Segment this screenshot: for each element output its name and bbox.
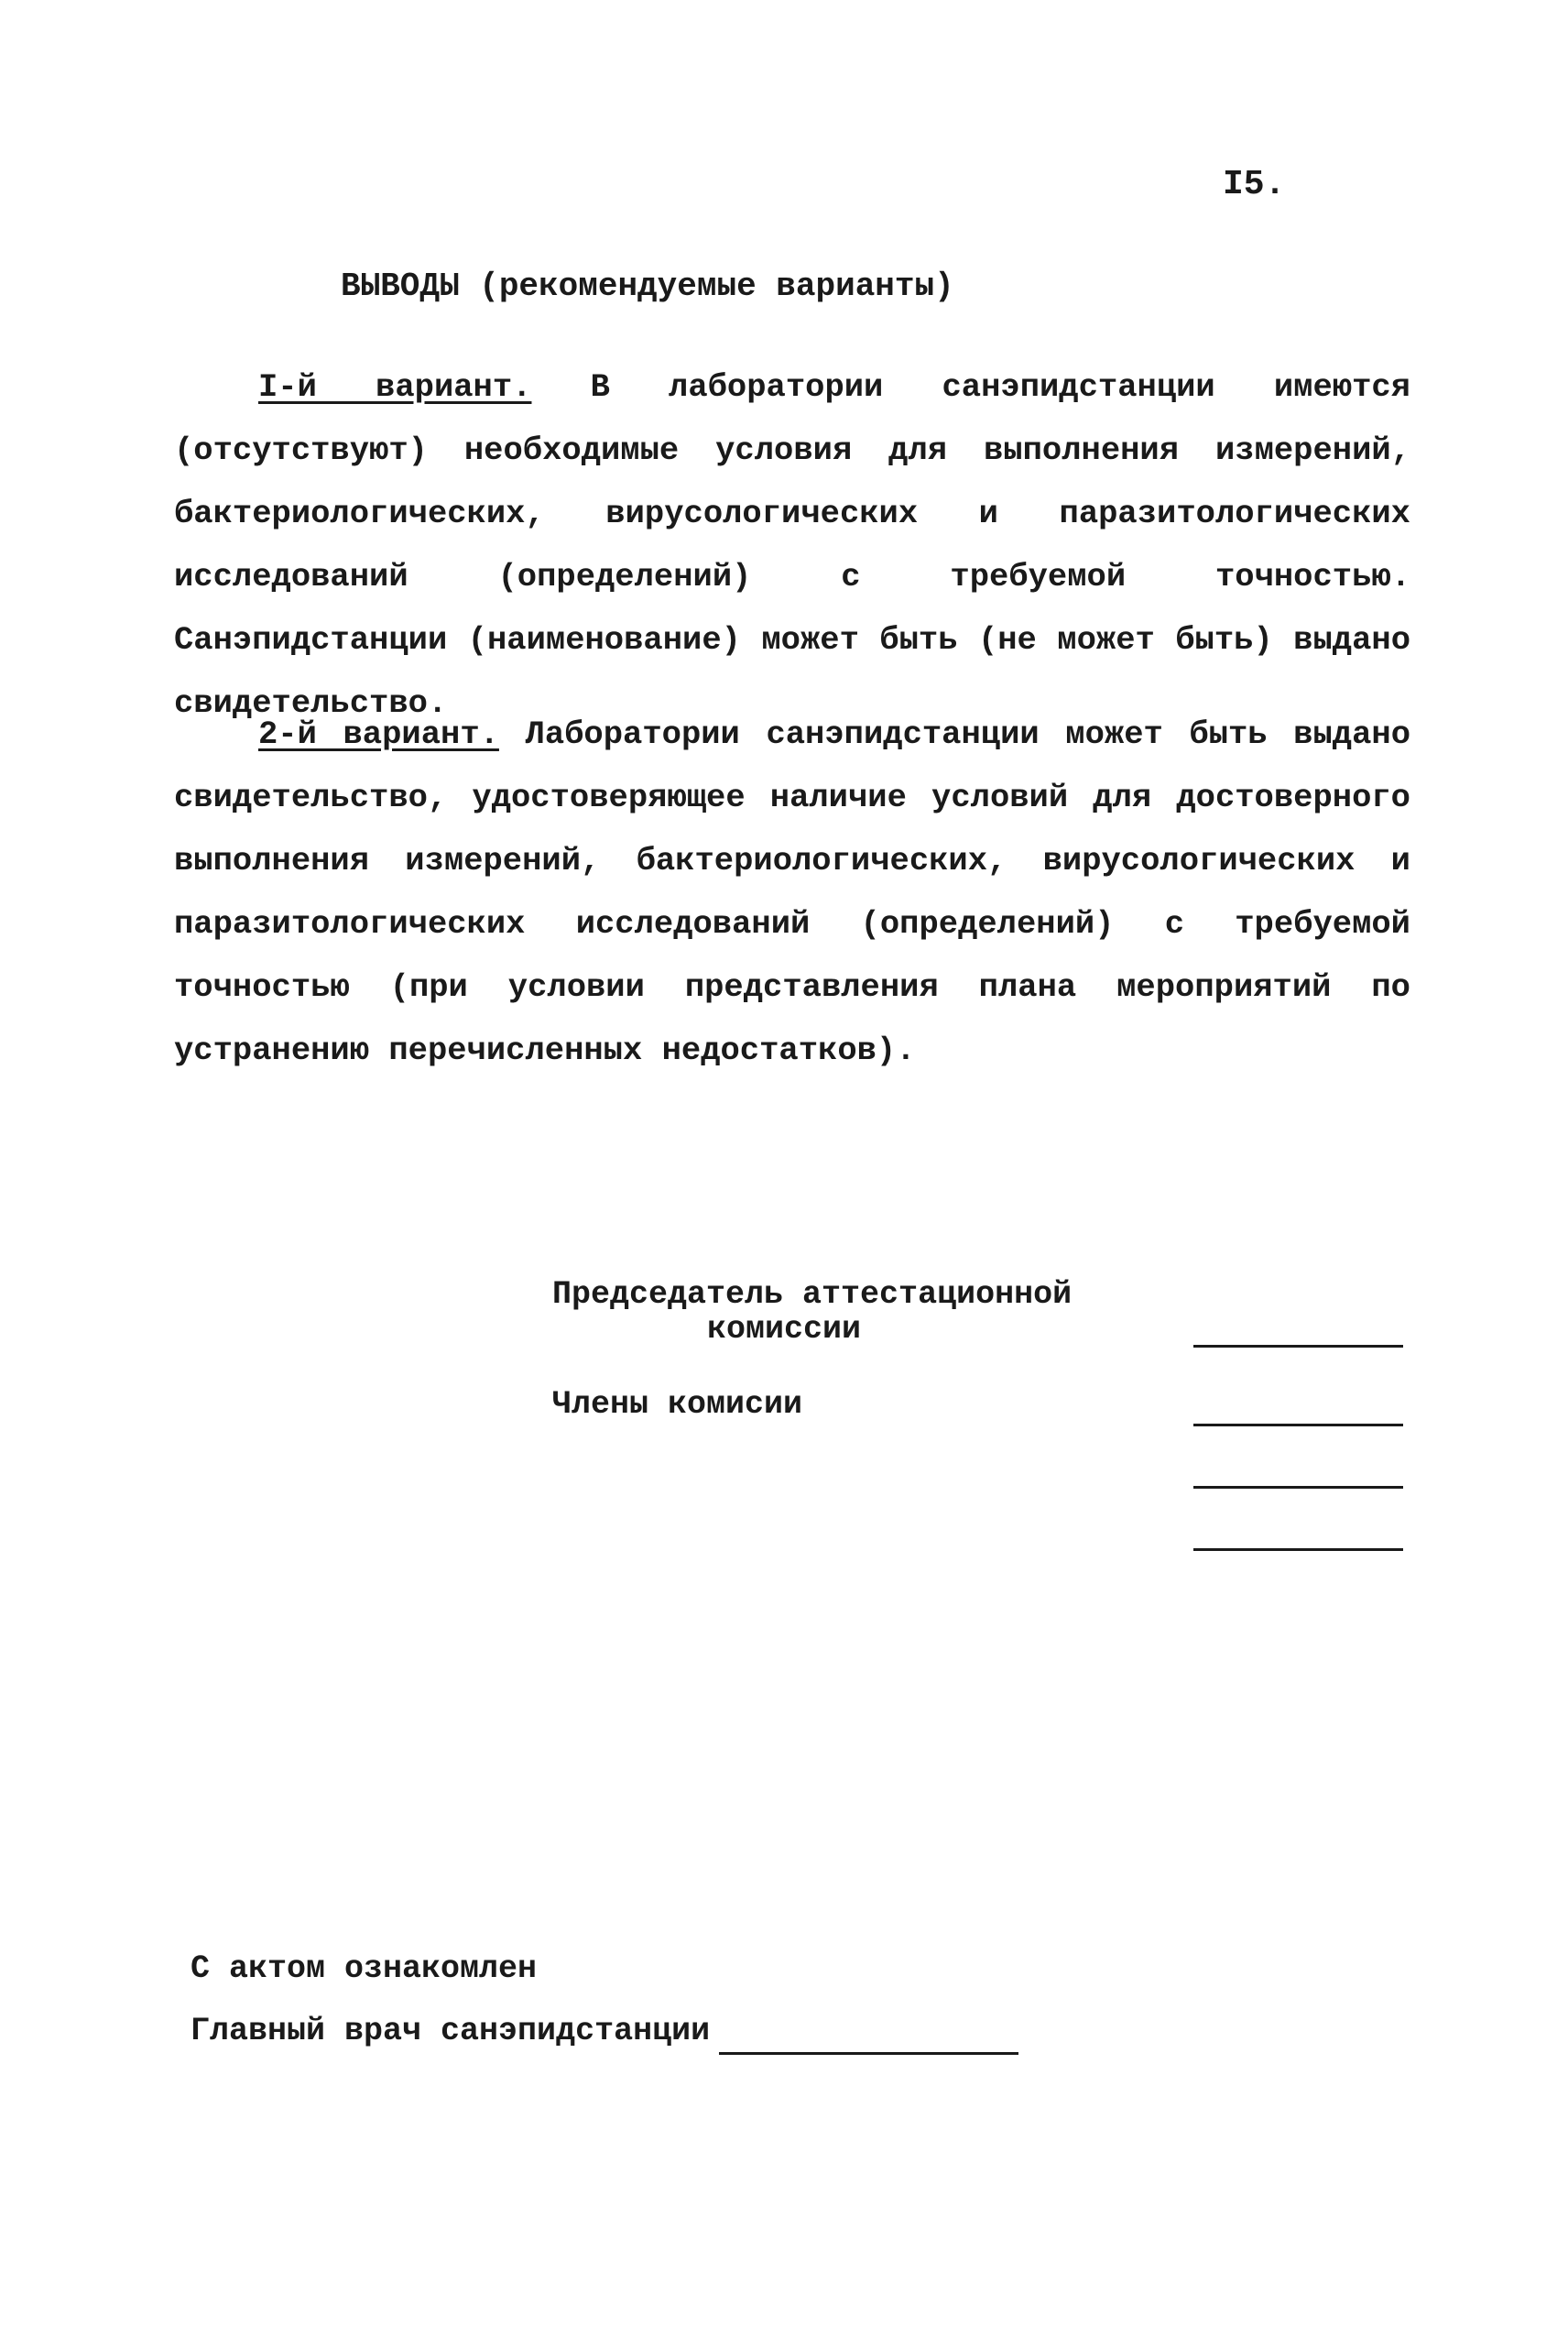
- member-signature-line: [1193, 1548, 1403, 1551]
- variant-2-paragraph: [174, 703, 1410, 1082]
- chief-doctor-label: Главный врач санэпидстанции: [191, 2013, 711, 2049]
- chief-doctor-signature-line: [719, 2052, 1018, 2055]
- variant-1-text: В лаборатории санэпидстанции имеются (отсутствуют) необходимые условия для выполнения измерений, бактериологических, вирусологических и паразитологических исследований (определений) с требуемой точностью. Санэпидстанции (наименование) может быть (не может быть) выдано свидетельство.: [174, 368, 1410, 722]
- member-signature-line: [1193, 1424, 1403, 1426]
- variant-2-text: Лаборатории санэпидстанции может быть выдано свидетельство, удостоверяющее наличие условий для достоверного выполнения измерений, бактериологических, вирусологических и паразитологических исследований (определений) с требуемой точностью (при условии представления плана мероприятий по устранению перечисленных недостатков).: [174, 715, 1410, 1069]
- chairman-signature-line: [1193, 1345, 1403, 1348]
- section-heading: ВЫВОДЫ (рекомендуемые варианты): [341, 268, 954, 305]
- variant-2-label: 2-й вариант.: [258, 715, 499, 753]
- chairman-title-line1: Председатель аттестационной: [552, 1276, 1073, 1313]
- member-signature-line: [1193, 1486, 1403, 1489]
- variant-1-paragraph: [174, 355, 1410, 735]
- page-number: I5.: [1223, 165, 1286, 204]
- acknowledgement-line: С актом ознакомлен: [191, 1950, 538, 1987]
- variant-1-label: I-й вариант.: [258, 368, 532, 406]
- chairman-title-line2: комиссии: [707, 1311, 862, 1348]
- members-label: Члены комисии: [552, 1386, 803, 1423]
